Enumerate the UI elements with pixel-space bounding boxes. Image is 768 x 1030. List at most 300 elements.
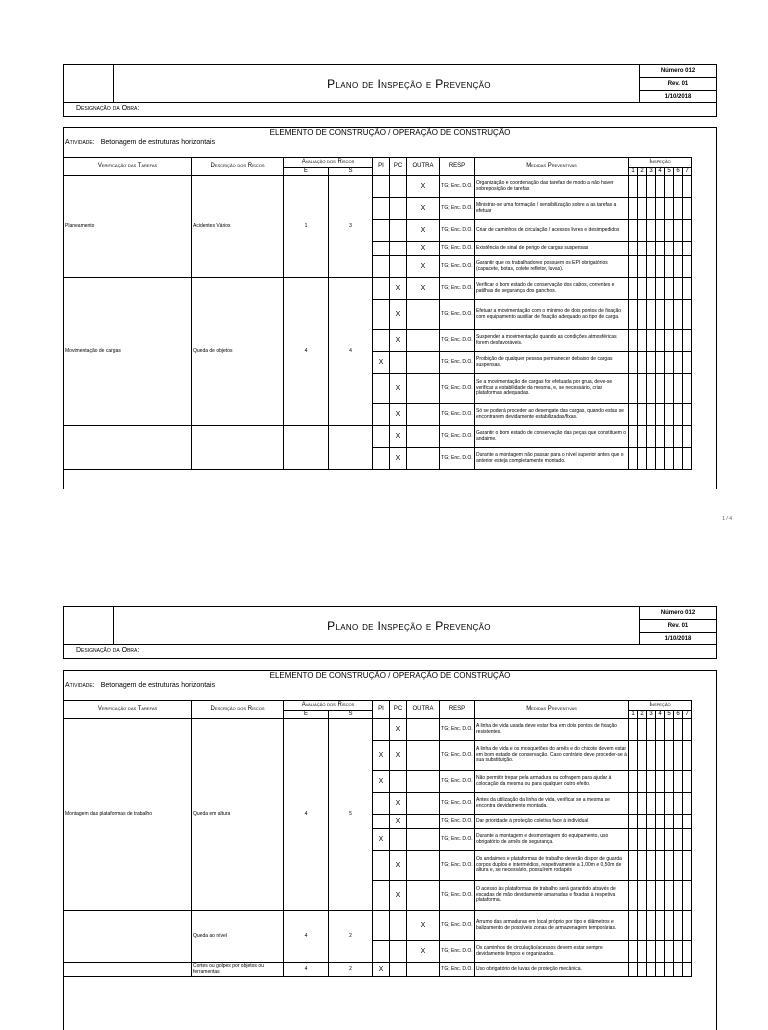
- outra-cell: [407, 771, 440, 793]
- inspecao-cell: [629, 793, 638, 815]
- doc-revision: Rev. 01: [640, 620, 716, 633]
- inspecao-cell: [638, 352, 647, 374]
- col-resp: RESP: [440, 701, 475, 719]
- inspecao-cell: [638, 176, 647, 198]
- resp-cell: TG; Enc. D.O.: [440, 374, 475, 404]
- resp-cell: TG; Enc. D.O.: [440, 256, 475, 278]
- medida-cell: Se a movimentação de cargas for efetuada por grua, deve-se verificar a estabilidade da mesma, e, se necessário, criar plataformas adequadas.: [475, 374, 629, 404]
- elemento-heading: ELEMENTO DE CONSTRUÇÃO / OPERAÇÃO DE CONSTRUÇÃO: [269, 128, 511, 137]
- inspecao-cell: [665, 330, 674, 352]
- pc-cell: X: [390, 815, 407, 829]
- inspecao-cell: [638, 426, 647, 448]
- inspecao-cell: [656, 815, 665, 829]
- inspecao-cell: [629, 404, 638, 426]
- inspecao-cell: [629, 330, 638, 352]
- doc-meta: [639, 607, 716, 644]
- inspecao-cell: [647, 330, 656, 352]
- pi-cell: [373, 242, 390, 256]
- inspecao-cell: [674, 719, 683, 741]
- s-cell: [329, 426, 373, 470]
- medida-cell: Durante a montagem não passar para o nível superior antes que o anterior esteja completamente montado.: [475, 448, 629, 470]
- inspecao-cell: [638, 198, 647, 220]
- pi-cell: X: [373, 771, 390, 793]
- inspecao-cell: [656, 176, 665, 198]
- inspecao-cell: [665, 278, 674, 300]
- inspecao-cell: [638, 330, 647, 352]
- inspecao-cell: [629, 198, 638, 220]
- inspecao-cell: [629, 881, 638, 911]
- pi-cell: X: [373, 963, 390, 977]
- col-inspecao: Inspeção: [629, 701, 692, 711]
- inspecao-cell: [638, 741, 647, 771]
- e-cell: 4: [284, 278, 329, 426]
- outra-cell: [407, 815, 440, 829]
- inspecao-cell: [638, 719, 647, 741]
- inspecao-cell: [656, 242, 665, 256]
- risk-table: [63, 157, 692, 470]
- inspecao-cell: [683, 448, 692, 470]
- inspecao-cell: [638, 278, 647, 300]
- inspecao-cell: [656, 771, 665, 793]
- pi-cell: [373, 719, 390, 741]
- inspecao-cell: [629, 741, 638, 771]
- tarefa-cell: Movimentação de cargas: [64, 278, 192, 426]
- inspecao-cell: [683, 352, 692, 374]
- e-cell: 4: [284, 963, 329, 977]
- doc-revision: Rev. 01: [640, 78, 716, 91]
- col-medidas: Medidas Preventivas: [475, 158, 629, 176]
- pi-cell: [373, 448, 390, 470]
- outra-cell: X: [407, 242, 440, 256]
- col-descricao: Descrição dos Riscos: [192, 701, 284, 719]
- inspecao-cell: [629, 719, 638, 741]
- pi-cell: [373, 374, 390, 404]
- outra-cell: [407, 300, 440, 330]
- pc-cell: X: [390, 404, 407, 426]
- inspecao-cell: [629, 300, 638, 330]
- inspecao-cell: [656, 741, 665, 771]
- designacao-label: Designação da Obra:: [76, 647, 140, 654]
- medida-cell: Só se poderá proceder ao desengate das cargas, quando estas se encontrarem devidamente estabilizadas/fixas.: [475, 404, 629, 426]
- col-pi: PI: [373, 158, 390, 176]
- inspecao-cell: [665, 448, 674, 470]
- inspecao-cell: [629, 941, 638, 963]
- inspecao-cell: [656, 278, 665, 300]
- page-2: [0, 560, 768, 1024]
- table-row: [64, 719, 692, 741]
- pi-cell: [373, 941, 390, 963]
- inspecao-cell: [665, 256, 674, 278]
- inspecao-cell: [674, 881, 683, 911]
- logo-box: [64, 65, 114, 102]
- inspecao-cell: [656, 198, 665, 220]
- doc-title: Plano de Inspeção e Prevenção: [327, 76, 491, 91]
- inspecao-cell: [674, 330, 683, 352]
- col-inspecao-5: 5: [665, 711, 674, 719]
- outra-cell: [407, 719, 440, 741]
- col-pi: PI: [373, 701, 390, 719]
- inspecao-cell: [674, 815, 683, 829]
- inspecao-cell: [629, 278, 638, 300]
- table-row: [64, 963, 692, 977]
- inspecao-cell: [683, 330, 692, 352]
- pi-cell: X: [373, 741, 390, 771]
- medida-cell: Os andaimes e plataformas de trabalho deverão dispor de guarda corpos duplos e intermédios, respetivamente a 1,00m e 0,50m de altura e, se necessário, possuírem rodapés: [475, 851, 629, 881]
- col-s: S: [329, 711, 373, 719]
- inspecao-cell: [665, 404, 674, 426]
- inspecao-cell: [647, 352, 656, 374]
- inspecao-cell: [683, 256, 692, 278]
- atividade-value: Betonagem de estruturas horizontais: [100, 682, 216, 689]
- inspecao-cell: [683, 771, 692, 793]
- inspecao-cell: [656, 300, 665, 330]
- col-outra: OUTRA: [407, 701, 440, 719]
- inspecao-cell: [674, 963, 683, 977]
- inspecao-cell: [674, 771, 683, 793]
- inspecao-cell: [647, 300, 656, 330]
- inspecao-cell: [674, 741, 683, 771]
- pi-cell: [373, 911, 390, 941]
- tarefa-cell: [64, 911, 192, 963]
- pc-cell: [390, 911, 407, 941]
- inspecao-cell: [656, 330, 665, 352]
- medida-cell: Garantir que os trabalhadores possuem os EPI obrigatórios (capacete, botas, colete refletor, luvas).: [475, 256, 629, 278]
- resp-cell: TG; Enc. D.O.: [440, 198, 475, 220]
- tarefa-cell: Planeamento: [64, 176, 192, 278]
- inspecao-cell: [674, 278, 683, 300]
- pc-cell: X: [390, 330, 407, 352]
- inspecao-cell: [638, 851, 647, 881]
- medida-cell: Criar de caminhos de circulação / acessos livres e desimpedidos: [475, 220, 629, 242]
- resp-cell: TG; Enc. D.O.: [440, 941, 475, 963]
- medida-cell: Durante a montagem e desmontagem do equipamento, uso obrigatório de arnês de segurança.: [475, 829, 629, 851]
- pc-cell: [390, 963, 407, 977]
- resp-cell: TG; Enc. D.O.: [440, 220, 475, 242]
- pc-cell: X: [390, 881, 407, 911]
- col-inspecao-4: 4: [656, 711, 665, 719]
- inspecao-cell: [647, 719, 656, 741]
- inspecao-cell: [665, 719, 674, 741]
- outra-cell: X: [407, 911, 440, 941]
- pi-cell: [373, 851, 390, 881]
- resp-cell: TG; Enc. D.O.: [440, 851, 475, 881]
- pc-cell: [390, 176, 407, 198]
- pc-cell: [390, 198, 407, 220]
- inspecao-cell: [629, 242, 638, 256]
- col-s: S: [329, 168, 373, 176]
- medida-cell: Não permitir trepar pela armadura ou cofragem para ajudar à colocação da mesma ou para qualquer outro efeito.: [475, 771, 629, 793]
- e-cell: [284, 426, 329, 470]
- inspecao-cell: [665, 741, 674, 771]
- medida-cell: Verificar o bom estado de conservação dos cabos, correntes e patilhas de segurança dos ganchos.: [475, 278, 629, 300]
- outra-cell: [407, 404, 440, 426]
- inspecao-cell: [683, 851, 692, 881]
- pi-cell: [373, 330, 390, 352]
- inspecao-cell: [665, 220, 674, 242]
- e-cell: 1: [284, 176, 329, 278]
- outra-cell: [407, 374, 440, 404]
- pi-cell: [373, 220, 390, 242]
- inspecao-cell: [647, 941, 656, 963]
- medida-cell: A linha de vida usada deve estar fixa em dois pontos de fixação resistentes.: [475, 719, 629, 741]
- pc-cell: [390, 829, 407, 851]
- inspecao-cell: [665, 374, 674, 404]
- pc-cell: X: [390, 719, 407, 741]
- inspecao-cell: [656, 793, 665, 815]
- resp-cell: TG; Enc. D.O.: [440, 352, 475, 374]
- inspecao-cell: [683, 404, 692, 426]
- doc-meta: [639, 65, 716, 102]
- medida-cell: Garantir o bom estado de conservação das peças que constituem o andaime.: [475, 426, 629, 448]
- col-inspecao-2: 2: [638, 168, 647, 176]
- inspecao-cell: [638, 300, 647, 330]
- col-inspecao-3: 3: [647, 711, 656, 719]
- table-row: [64, 278, 692, 300]
- resp-cell: TG; Enc. D.O.: [440, 815, 475, 829]
- risco-cell: Queda de objetos: [192, 278, 284, 426]
- inspecao-cell: [683, 220, 692, 242]
- inspecao-cell: [629, 220, 638, 242]
- col-inspecao-7: 7: [683, 168, 692, 176]
- medida-cell: O acesso às plataformas de trabalho será garantido através de escadas de mão devidamente amarradas e fixadas à respetiva plataforma.: [475, 881, 629, 911]
- col-inspecao-5: 5: [665, 168, 674, 176]
- resp-cell: TG; Enc. D.O.: [440, 404, 475, 426]
- medida-cell: Antes da utilização da linha de vida, verificar se a mesma se encontra devidamente montada.: [475, 793, 629, 815]
- inspecao-cell: [638, 911, 647, 941]
- inspecao-cell: [674, 426, 683, 448]
- inspecao-cell: [656, 851, 665, 881]
- pi-cell: [373, 176, 390, 198]
- doc-date: 1/10/2018: [664, 636, 692, 642]
- tarefa-cell: [64, 963, 192, 977]
- inspecao-cell: [629, 963, 638, 977]
- inspecao-cell: [629, 352, 638, 374]
- pi-cell: [373, 426, 390, 448]
- outra-cell: [407, 352, 440, 374]
- outra-cell: [407, 881, 440, 911]
- pc-cell: [390, 242, 407, 256]
- logo-box: [64, 607, 114, 644]
- inspecao-cell: [683, 741, 692, 771]
- col-pc: PC: [390, 701, 407, 719]
- inspecao-cell: [647, 881, 656, 911]
- resp-cell: TG; Enc. D.O.: [440, 300, 475, 330]
- designacao-label: Designação da Obra:: [76, 105, 140, 112]
- medida-cell: A linha de vida e os mosquetões do arnês e do chicote devem estar em bom estado de conservação. Caso contrário deve proceder-se à sua substituição.: [475, 741, 629, 771]
- pi-cell: [373, 404, 390, 426]
- table-row: [64, 911, 692, 941]
- pc-cell: X: [390, 448, 407, 470]
- atividade: Atividade: Betonagem de estruturas horizontais: [65, 682, 216, 689]
- table-row: [64, 426, 692, 448]
- col-inspecao-3: 3: [647, 168, 656, 176]
- inspecao-cell: [638, 941, 647, 963]
- doc-title: Plano de Inspeção e Prevenção: [327, 618, 491, 633]
- medida-cell: Arrumo das armaduras em local próprio por tipo e diâmetros e balizamento de possíveis zonas de armazenagem temporárias.: [475, 911, 629, 941]
- atividade-value: Betonagem de estruturas horizontais: [100, 139, 216, 146]
- inspecao-cell: [665, 242, 674, 256]
- pc-cell: [390, 220, 407, 242]
- inspecao-cell: [629, 851, 638, 881]
- doc-number: Número 012: [640, 607, 716, 620]
- resp-cell: TG; Enc. D.O.: [440, 911, 475, 941]
- medida-cell: Efetuar a movimentação com o mínimo de dois pontos de fixação com equipamento auxiliar de fixação adequado ao tipo de carga.: [475, 300, 629, 330]
- inspecao-cell: [665, 881, 674, 911]
- col-e: E: [284, 711, 329, 719]
- resp-cell: TG; Enc. D.O.: [440, 771, 475, 793]
- inspecao-cell: [647, 448, 656, 470]
- pc-cell: X: [390, 374, 407, 404]
- resp-cell: TG; Enc. D.O.: [440, 330, 475, 352]
- inspecao-cell: [674, 220, 683, 242]
- inspecao-cell: [683, 793, 692, 815]
- resp-cell: TG; Enc. D.O.: [440, 719, 475, 741]
- outra-cell: [407, 426, 440, 448]
- inspecao-cell: [683, 719, 692, 741]
- inspecao-cell: [647, 374, 656, 404]
- inspecao-cell: [656, 404, 665, 426]
- inspecao-cell: [647, 404, 656, 426]
- inspecao-cell: [638, 256, 647, 278]
- col-inspecao-4: 4: [656, 168, 665, 176]
- resp-cell: TG; Enc. D.O.: [440, 426, 475, 448]
- pc-cell: [390, 771, 407, 793]
- s-cell: 3: [329, 176, 373, 278]
- inspecao-cell: [665, 963, 674, 977]
- inspecao-cell: [656, 911, 665, 941]
- risco-cell: Queda ao nível: [192, 911, 284, 963]
- col-pc: PC: [390, 158, 407, 176]
- medida-cell: Os caminhos de circulação/acessos devem estar sempre devidamente limpos e organizados.: [475, 941, 629, 963]
- resp-cell: TG; Enc. D.O.: [440, 741, 475, 771]
- tarefa-cell: Montagem das plataformas de trabalho: [64, 719, 192, 911]
- inspecao-cell: [674, 352, 683, 374]
- medida-cell: Existência de sinal de perigo de cargas suspensas: [475, 242, 629, 256]
- col-inspecao-1: 1: [629, 168, 638, 176]
- pc-cell: X: [390, 793, 407, 815]
- inspecao-cell: [647, 278, 656, 300]
- risco-cell: Acidentes Vários: [192, 176, 284, 278]
- inspecao-cell: [674, 448, 683, 470]
- risk-table-frame: [63, 670, 717, 1030]
- inspecao-cell: [656, 963, 665, 977]
- inspecao-cell: [638, 815, 647, 829]
- risco-cell: [192, 426, 284, 470]
- inspecao-cell: [665, 815, 674, 829]
- resp-cell: TG; Enc. D.O.: [440, 242, 475, 256]
- col-outra: OUTRA: [407, 158, 440, 176]
- inspecao-cell: [629, 815, 638, 829]
- inspecao-cell: [683, 278, 692, 300]
- outra-cell: X: [407, 176, 440, 198]
- inspecao-cell: [647, 829, 656, 851]
- table-row: [64, 176, 692, 198]
- inspecao-cell: [638, 242, 647, 256]
- pi-cell: [373, 278, 390, 300]
- inspecao-cell: [674, 829, 683, 851]
- s-cell: 2: [329, 963, 373, 977]
- inspecao-cell: [674, 911, 683, 941]
- col-inspecao: Inspeção: [629, 158, 692, 168]
- inspecao-cell: [647, 242, 656, 256]
- inspecao-cell: [638, 374, 647, 404]
- inspecao-cell: [656, 426, 665, 448]
- outra-cell: [407, 330, 440, 352]
- inspecao-cell: [647, 220, 656, 242]
- atividade: Atividade: Betonagem de estruturas horizontais: [65, 139, 216, 146]
- pc-cell: [390, 256, 407, 278]
- inspecao-cell: [638, 829, 647, 851]
- medida-cell: Suspender a movimentação quando as condições atmosféricas forem desfavoráveis.: [475, 330, 629, 352]
- pc-cell: [390, 352, 407, 374]
- page-number: 1 / 4: [722, 516, 732, 522]
- inspecao-cell: [683, 176, 692, 198]
- outra-cell: [407, 793, 440, 815]
- inspecao-cell: [647, 771, 656, 793]
- inspecao-cell: [638, 404, 647, 426]
- outra-cell: X: [407, 256, 440, 278]
- pc-cell: X: [390, 278, 407, 300]
- inspecao-cell: [629, 256, 638, 278]
- inspecao-cell: [656, 220, 665, 242]
- inspecao-cell: [647, 963, 656, 977]
- col-medidas: Medidas Preventivas: [475, 701, 629, 719]
- inspecao-cell: [665, 851, 674, 881]
- resp-cell: TG; Enc. D.O.: [440, 793, 475, 815]
- medida-cell: Organização e coordenação das tarefas de modo a não haver sobreposição de tarefas: [475, 176, 629, 198]
- col-inspecao-6: 6: [674, 168, 683, 176]
- inspecao-cell: [674, 176, 683, 198]
- col-inspecao-7: 7: [683, 711, 692, 719]
- pi-cell: [373, 300, 390, 330]
- inspecao-cell: [683, 374, 692, 404]
- inspecao-cell: [674, 851, 683, 881]
- inspecao-cell: [674, 256, 683, 278]
- pi-cell: X: [373, 352, 390, 374]
- inspecao-cell: [629, 176, 638, 198]
- inspecao-cell: [674, 300, 683, 330]
- inspecao-cell: [647, 793, 656, 815]
- risk-table-frame: [63, 127, 717, 489]
- document-header: [63, 606, 717, 659]
- pi-cell: [373, 198, 390, 220]
- inspecao-cell: [638, 963, 647, 977]
- elemento-heading: ELEMENTO DE CONSTRUÇÃO / OPERAÇÃO DE CONSTRUÇÃO: [269, 671, 511, 680]
- inspecao-cell: [638, 448, 647, 470]
- outra-cell: X: [407, 278, 440, 300]
- inspecao-cell: [665, 198, 674, 220]
- doc-date: 1/10/2018: [664, 94, 692, 100]
- pi-cell: [373, 815, 390, 829]
- inspecao-cell: [683, 198, 692, 220]
- inspecao-cell: [656, 881, 665, 911]
- inspecao-cell: [656, 941, 665, 963]
- resp-cell: TG; Enc. D.O.: [440, 278, 475, 300]
- resp-cell: TG; Enc. D.O.: [440, 176, 475, 198]
- tarefa-cell: [64, 426, 192, 470]
- inspecao-cell: [665, 771, 674, 793]
- resp-cell: TG; Enc. D.O.: [440, 881, 475, 911]
- inspecao-cell: [656, 448, 665, 470]
- outra-cell: [407, 963, 440, 977]
- outra-cell: [407, 851, 440, 881]
- inspecao-cell: [656, 829, 665, 851]
- inspecao-cell: [674, 941, 683, 963]
- e-cell: 4: [284, 911, 329, 963]
- inspecao-cell: [665, 941, 674, 963]
- s-cell: 2: [329, 911, 373, 963]
- col-inspecao-1: 1: [629, 711, 638, 719]
